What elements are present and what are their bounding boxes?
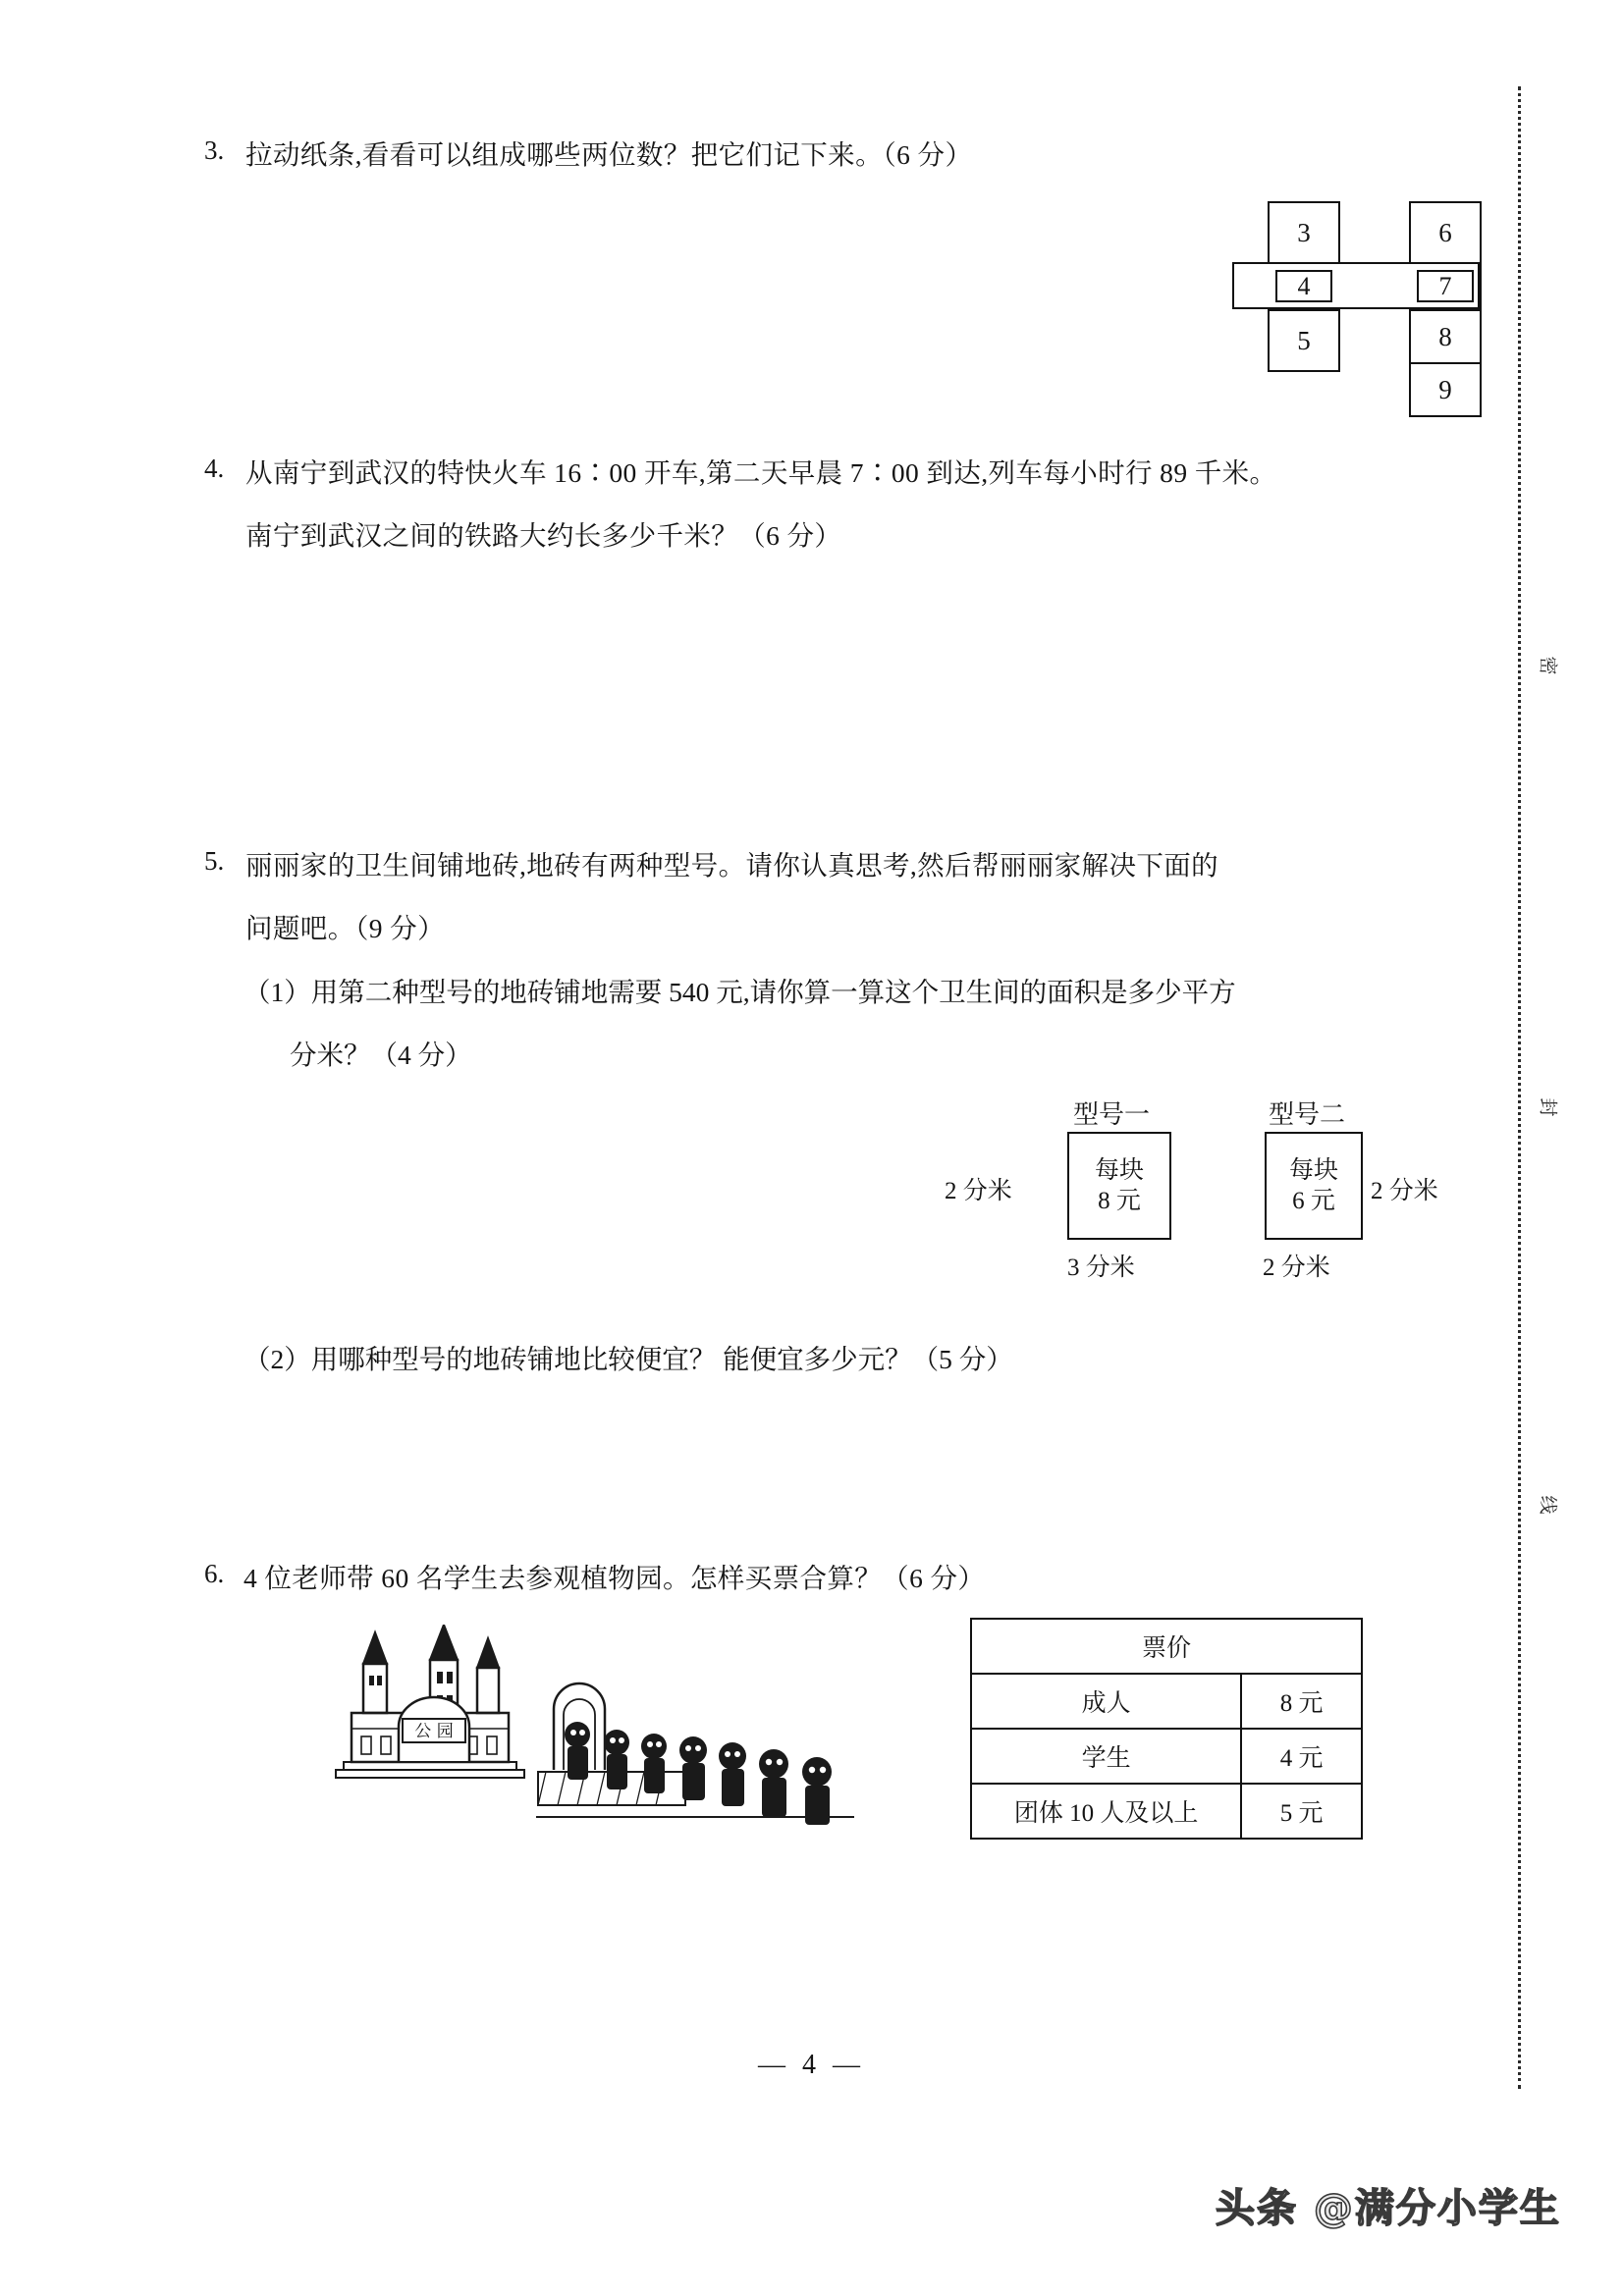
tile-type-one-box — [1067, 1132, 1171, 1240]
strip-cell-right-9: 9 — [1409, 362, 1482, 417]
tile-type-one-price: 8 元 — [1098, 1188, 1141, 1214]
ticket-table-header: 票价 — [971, 1619, 1362, 1674]
tile-type-two-price: 6 元 — [1292, 1188, 1335, 1214]
paper-strip-diagram — [1232, 201, 1507, 412]
strip-window-left-number: 4 — [1275, 270, 1332, 302]
page-number: — 4 — — [758, 2050, 865, 2080]
question-5-line-1: 丽丽家的卫生间铺地砖,地砖有两种型号。请你认真思考,然后帮丽丽家解决下面的 — [245, 850, 1219, 881]
tile-type-one-height-label: 2 分米 — [945, 1178, 1012, 1204]
ticket-row-student-price: 4 元 — [1241, 1729, 1362, 1784]
ticket-table-header-row — [971, 1619, 1362, 1674]
tile-type-one — [945, 1095, 1252, 1301]
table-row — [971, 1674, 1362, 1729]
question-5-line-2: 问题吧。（9 分） — [245, 913, 445, 943]
question-3-text: 拉动纸条,看看可以组成哪些两位数？把它们记下来。（6 分） — [245, 139, 973, 170]
strip-window-right-number: 7 — [1417, 270, 1474, 302]
seal-char-mi: 密 — [1537, 656, 1559, 676]
strip-cell-left-3: 3 — [1268, 201, 1340, 264]
tile-type-two-height-label: 2 分米 — [1371, 1178, 1438, 1204]
tile-type-one-unit-label: 每块 — [1094, 1156, 1144, 1184]
ticket-row-student-label: 学生 — [971, 1729, 1241, 1784]
question-5-sub2-text: （2）用哪种型号的地砖铺地比较便宜？ 能便宜多少元？（5 分） — [243, 1344, 1013, 1374]
tile-type-two — [1255, 1095, 1451, 1301]
park-sign-text: 公 园 — [414, 1722, 454, 1741]
question-5-number: 5. — [204, 846, 225, 876]
tile-type-one-width-label: 3 分米 — [1067, 1255, 1135, 1281]
tile-type-two-title: 型号二 — [1269, 1100, 1346, 1129]
watermark: 头条 @满分小学生 — [1216, 2186, 1561, 2231]
strip-cell-right-6: 6 — [1409, 201, 1482, 264]
question-4-line-2: 南宁到武汉之间的铁路大约长多少千米？（6 分） — [245, 520, 842, 551]
table-row — [971, 1784, 1362, 1839]
seal-char-feng: 封 — [1537, 1097, 1559, 1118]
question-4-number: 4. — [204, 454, 225, 483]
table-row — [971, 1729, 1362, 1784]
seal-dotted-line — [1518, 86, 1521, 2089]
question-4-line-1: 从南宁到武汉的特快火车 16∶00 开车,第二天早晨 7∶00 到达,列车每小时行 89 千米。 — [245, 457, 1277, 488]
ticket-price-table — [970, 1618, 1363, 1840]
question-6-text: 4 位老师带 60 名学生去参观植物园。怎样买票合算？（6 分） — [243, 1563, 986, 1593]
question-5-sub1-line-1: （1）用第二种型号的地砖铺地需要 540 元,请你算一算这个卫生间的面积是多少平方 — [243, 977, 1236, 1007]
park-illustration — [304, 1625, 893, 1850]
tile-type-two-width-label: 2 分米 — [1263, 1255, 1330, 1281]
question-5-sub1-line-2: 分米？（4 分） — [290, 1040, 472, 1070]
seal-char-xian: 线 — [1537, 1495, 1559, 1516]
ticket-row-group-price: 5 元 — [1241, 1784, 1362, 1839]
tile-type-two-box — [1265, 1132, 1363, 1240]
question-6-number: 6. — [204, 1559, 225, 1588]
ticket-row-group-label: 团体 10 人及以上 — [971, 1784, 1241, 1839]
tile-type-two-unit-label: 每块 — [1288, 1156, 1338, 1184]
strip-cell-right-8: 8 — [1409, 309, 1482, 364]
ticket-row-adult-label: 成人 — [971, 1674, 1241, 1729]
tile-type-one-title: 型号一 — [1073, 1100, 1151, 1129]
question-3-number: 3. — [204, 135, 225, 165]
ticket-row-adult-price: 8 元 — [1241, 1674, 1362, 1729]
strip-cell-left-5: 5 — [1268, 309, 1340, 372]
